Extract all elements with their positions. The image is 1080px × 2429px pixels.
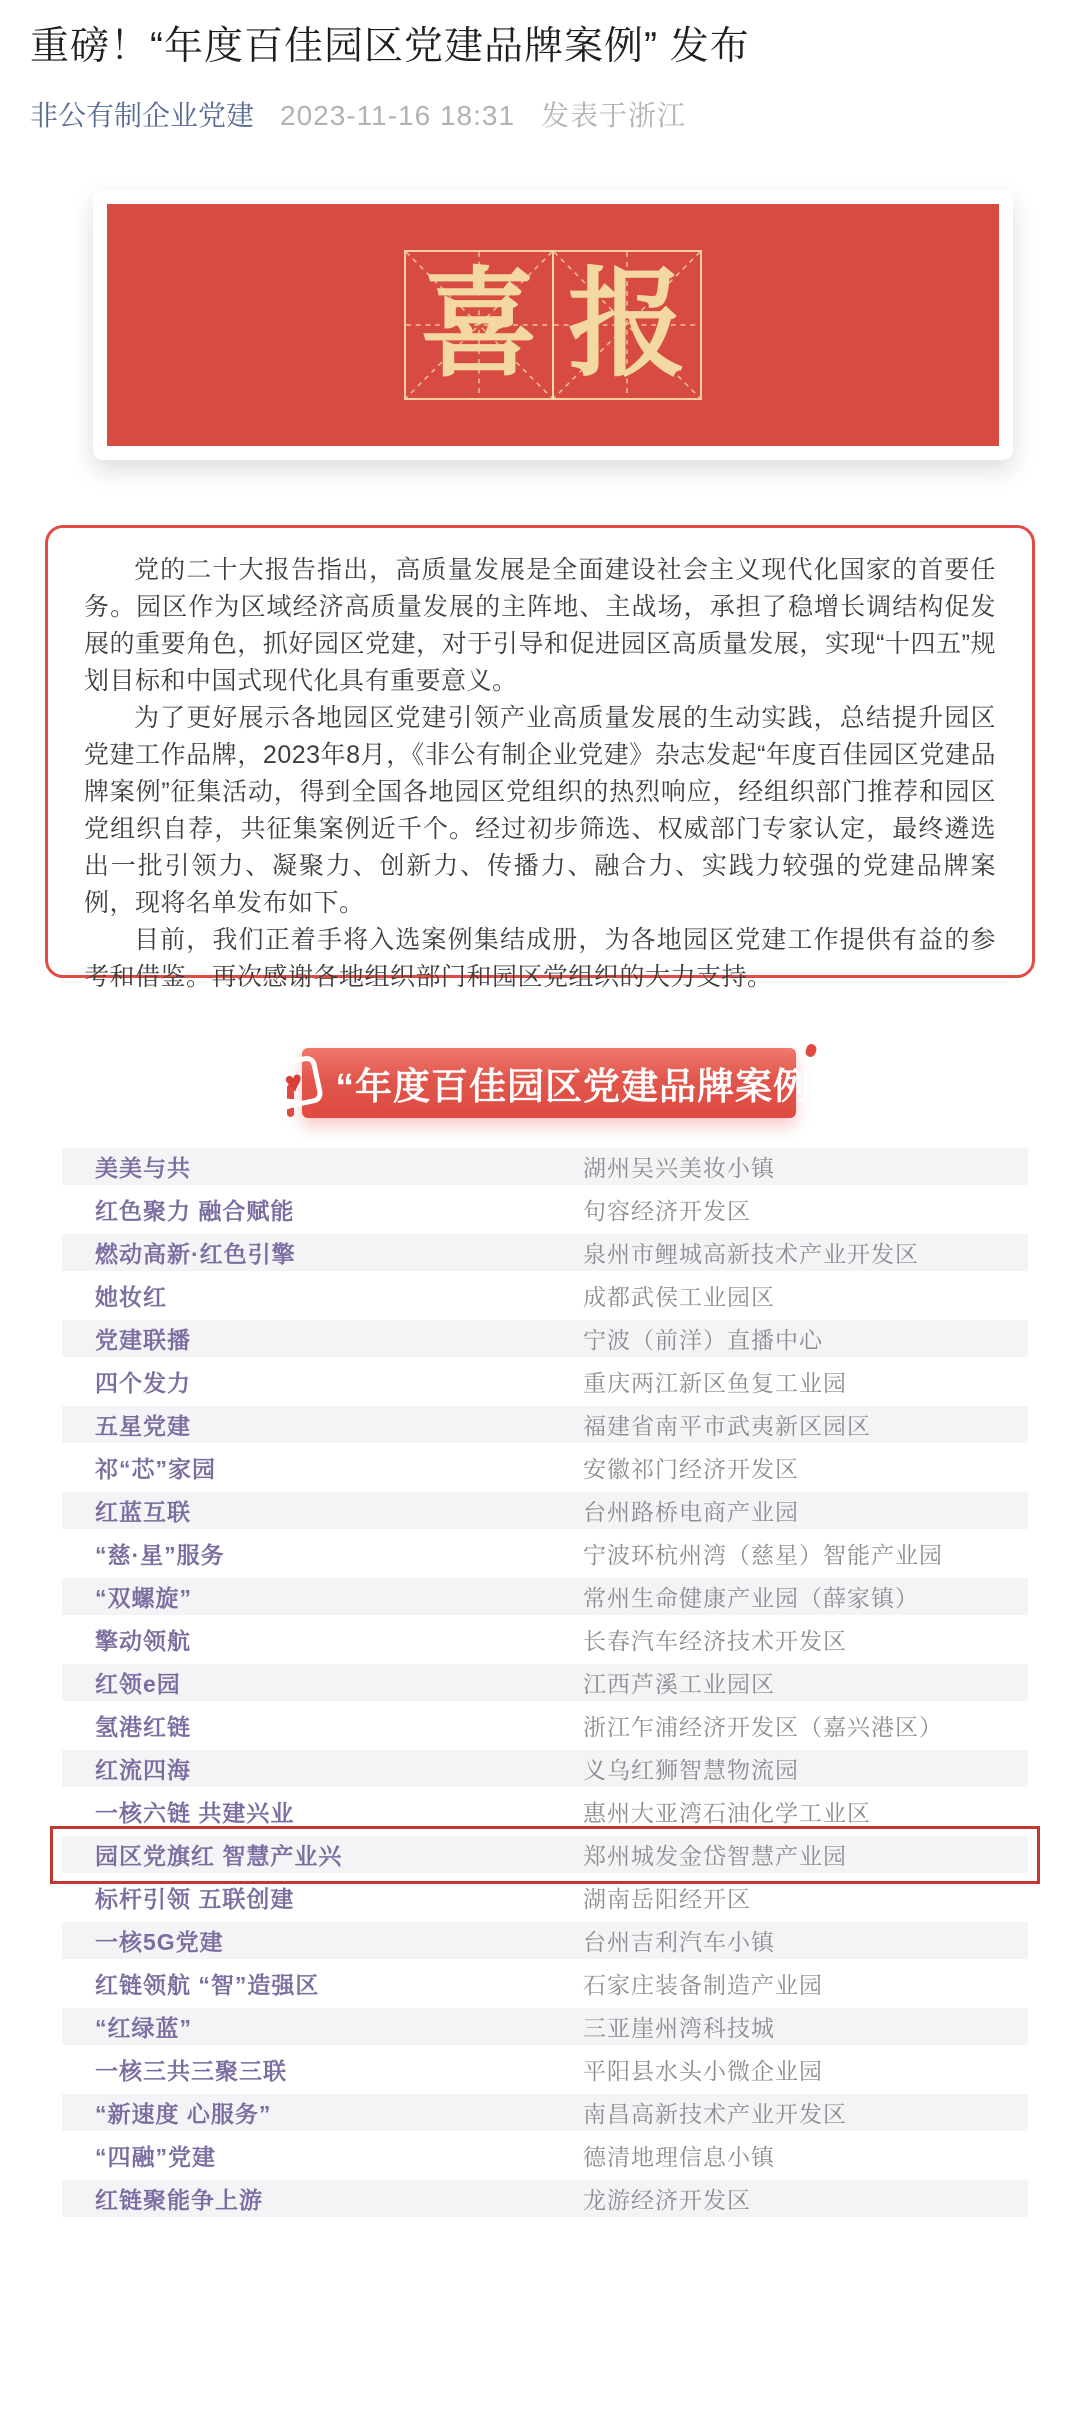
park-cell: 泉州市鲤城高新技术产业开发区 [583, 1241, 919, 1267]
source-account-link[interactable]: 非公有制企业党建 [30, 100, 255, 131]
table-row [62, 1621, 1028, 1658]
table-row [62, 1578, 1028, 1615]
park-cell: 福建省南平市武夷新区园区 [583, 1413, 871, 1439]
brand-cell: 红领e园 [95, 1671, 181, 1697]
brand-cell: 五星党建 [95, 1413, 191, 1439]
brand-cell: 红链领航 “智”造强区 [95, 1972, 320, 1998]
park-cell: 句容经济开发区 [583, 1198, 751, 1224]
heart-bubble-icon [263, 1054, 324, 1112]
table-row [62, 1965, 1028, 2002]
brand-cell: 红链聚能争上游 [95, 2187, 263, 2213]
brand-cell: 氢港红链 [95, 1714, 191, 1740]
table-row [62, 1406, 1028, 1443]
article-title: 重磅！“年度百佳园区党建品牌案例” 发布 [30, 25, 750, 68]
table-row [62, 1879, 1028, 1916]
brand-case-table [62, 1142, 1028, 2223]
table-row [62, 1750, 1028, 1787]
brand-cell: “四融”党建 [95, 2144, 216, 2170]
banner-character: 喜 [419, 259, 538, 391]
park-cell: 台州路桥电商产业园 [583, 1499, 799, 1525]
table-row [62, 2051, 1028, 2088]
brand-cell: 红蓝互联 [95, 1499, 191, 1525]
brand-cell: 红流四海 [95, 1757, 191, 1783]
table-row [62, 1793, 1028, 1830]
bubble-tail [279, 1098, 296, 1118]
brand-cell: 标杆引领 五联创建 [95, 1886, 295, 1912]
brand-cell: “双螺旋” [95, 1585, 192, 1611]
table-row [62, 1707, 1028, 1744]
brand-cell: “慈·星”服务 [95, 1542, 225, 1568]
park-cell: 石家庄装备制造产业园 [583, 1972, 823, 1998]
park-cell: 重庆两江新区鱼复工业园 [583, 1370, 847, 1396]
brand-cell: 一核六链 共建兴业 [95, 1800, 295, 1826]
brand-cell: 红色聚力 融合赋能 [95, 1198, 295, 1224]
park-cell: 惠州大亚湾石油化学工业区 [583, 1800, 871, 1826]
park-cell: 郑州城发金岱智慧产业园 [583, 1843, 847, 1869]
brand-cell: 园区党旗红 智慧产业兴 [95, 1843, 343, 1869]
notice-paragraph: 党的二十大报告指出，高质量发展是全面建设社会主义现代化国家的首要任务。园区作为区域经济高质量发展的主阵地、主战场，承担了稳增长调结构促发展的重要角色，抓好园区党建，对于引导和促进园区高质量发展，实现“十四五”规划目标和中国式现代化具有重要意义。 [84, 556, 996, 695]
table-row [62, 2180, 1028, 2217]
good-news-banner [93, 190, 1013, 460]
brand-cell: 党建联播 [95, 1327, 191, 1353]
banner-red-panel [107, 204, 999, 446]
character-grid-box [404, 250, 554, 400]
brand-cell: 一核三共三聚三联 [95, 2058, 287, 2084]
table-row [62, 1535, 1028, 1572]
brand-cell: 美美与共 [95, 1155, 191, 1181]
table-row [62, 1277, 1028, 1314]
byline [30, 94, 686, 134]
brand-cell: 四个发力 [95, 1370, 191, 1396]
character-grid-box [552, 250, 702, 400]
park-cell: 德清地理信息小镇 [583, 2144, 775, 2170]
publish-location: 发表于浙江 [541, 100, 687, 131]
brand-cell: 一核5G党建 [95, 1929, 224, 1955]
table-row [62, 1449, 1028, 1486]
table-row [62, 2137, 1028, 2174]
park-cell: 三亚崖州湾科技城 [583, 2015, 775, 2041]
notice-box [45, 525, 1035, 991]
brand-cell: 擎动领航 [95, 1628, 191, 1654]
park-cell: 江西芦溪工业园区 [583, 1671, 775, 1697]
banner-character: 报 [567, 259, 686, 391]
park-cell: 宁波（前洋）直播中心 [583, 1327, 823, 1353]
brand-cell: “红绿蓝” [95, 2015, 192, 2041]
park-cell: 台州吉利汽车小镇 [583, 1929, 775, 1955]
park-cell: 湖南岳阳经开区 [583, 1886, 751, 1912]
park-cell: 长春汽车经济技术开发区 [583, 1628, 847, 1654]
table-row [62, 1836, 1028, 1873]
brand-cell: 祁“芯”家园 [95, 1456, 216, 1482]
park-cell: 宁波环杭州湾（慈星）智能产业园 [583, 1542, 943, 1568]
table-row [62, 1191, 1028, 1228]
brand-cell: “新速度 心服务” [95, 2101, 272, 2127]
park-cell: 成都武侯工业园区 [583, 1284, 775, 1310]
park-cell: 南昌高新技术产业开发区 [583, 2101, 847, 2127]
park-cell: 常州生命健康产业园（薛家镇） [583, 1585, 919, 1611]
heart-icon: ♥ [282, 1064, 305, 1101]
table-row [62, 1664, 1028, 1701]
section-title-badge [282, 1048, 831, 1118]
table-row [62, 1363, 1028, 1400]
brand-cell: 燃动高新·红色引擎 [95, 1241, 296, 1267]
table-row [62, 1492, 1028, 1529]
park-cell: 龙游经济开发区 [583, 2187, 751, 2213]
table-row [62, 1148, 1028, 1185]
park-cell: 安徽祁门经济开发区 [583, 1456, 799, 1482]
section-title-label: “年度百佳园区党建品牌案例” [335, 1066, 831, 1107]
park-cell: 平阳县水头小微企业园 [583, 2058, 823, 2084]
table-row [62, 1922, 1028, 1959]
table-row [62, 1320, 1028, 1357]
park-cell: 浙江乍浦经济开发区（嘉兴港区） [583, 1714, 943, 1740]
park-cell: 湖州吴兴美妆小镇 [583, 1155, 775, 1181]
table-row [62, 1234, 1028, 1271]
publish-time: 2023-11-16 18:31 [280, 100, 516, 131]
notice-paragraph: 为了更好展示各地园区党建引领产业高质量发展的生动实践，总结提升园区党建工作品牌，2023年8月，《非公有制企业党建》杂志发起“年度百佳园区党建品牌案例”征集活动，得到全国各地园区党组织的热烈响应，经组织部门推荐和园区党组织自荐，共征集案例近千个。经过初步筛选、权威部门专家认定，最终遴选出一批引领力、凝聚力、创新力、传播力、融合力、实践力较强的党建品牌案例，现将名单发布如下。 [84, 704, 996, 917]
brand-cell: 她妆红 [95, 1284, 167, 1310]
park-cell: 义乌红狮智慧物流园 [583, 1757, 799, 1783]
notice-paragraph: 目前，我们正着手将入选案例集结成册，为各地园区党建工作提供有益的参考和借鉴。再次感谢各地组织部门和园区党组织的大力支持。 [84, 926, 996, 991]
table-row [62, 2008, 1028, 2045]
table-row [62, 2094, 1028, 2131]
